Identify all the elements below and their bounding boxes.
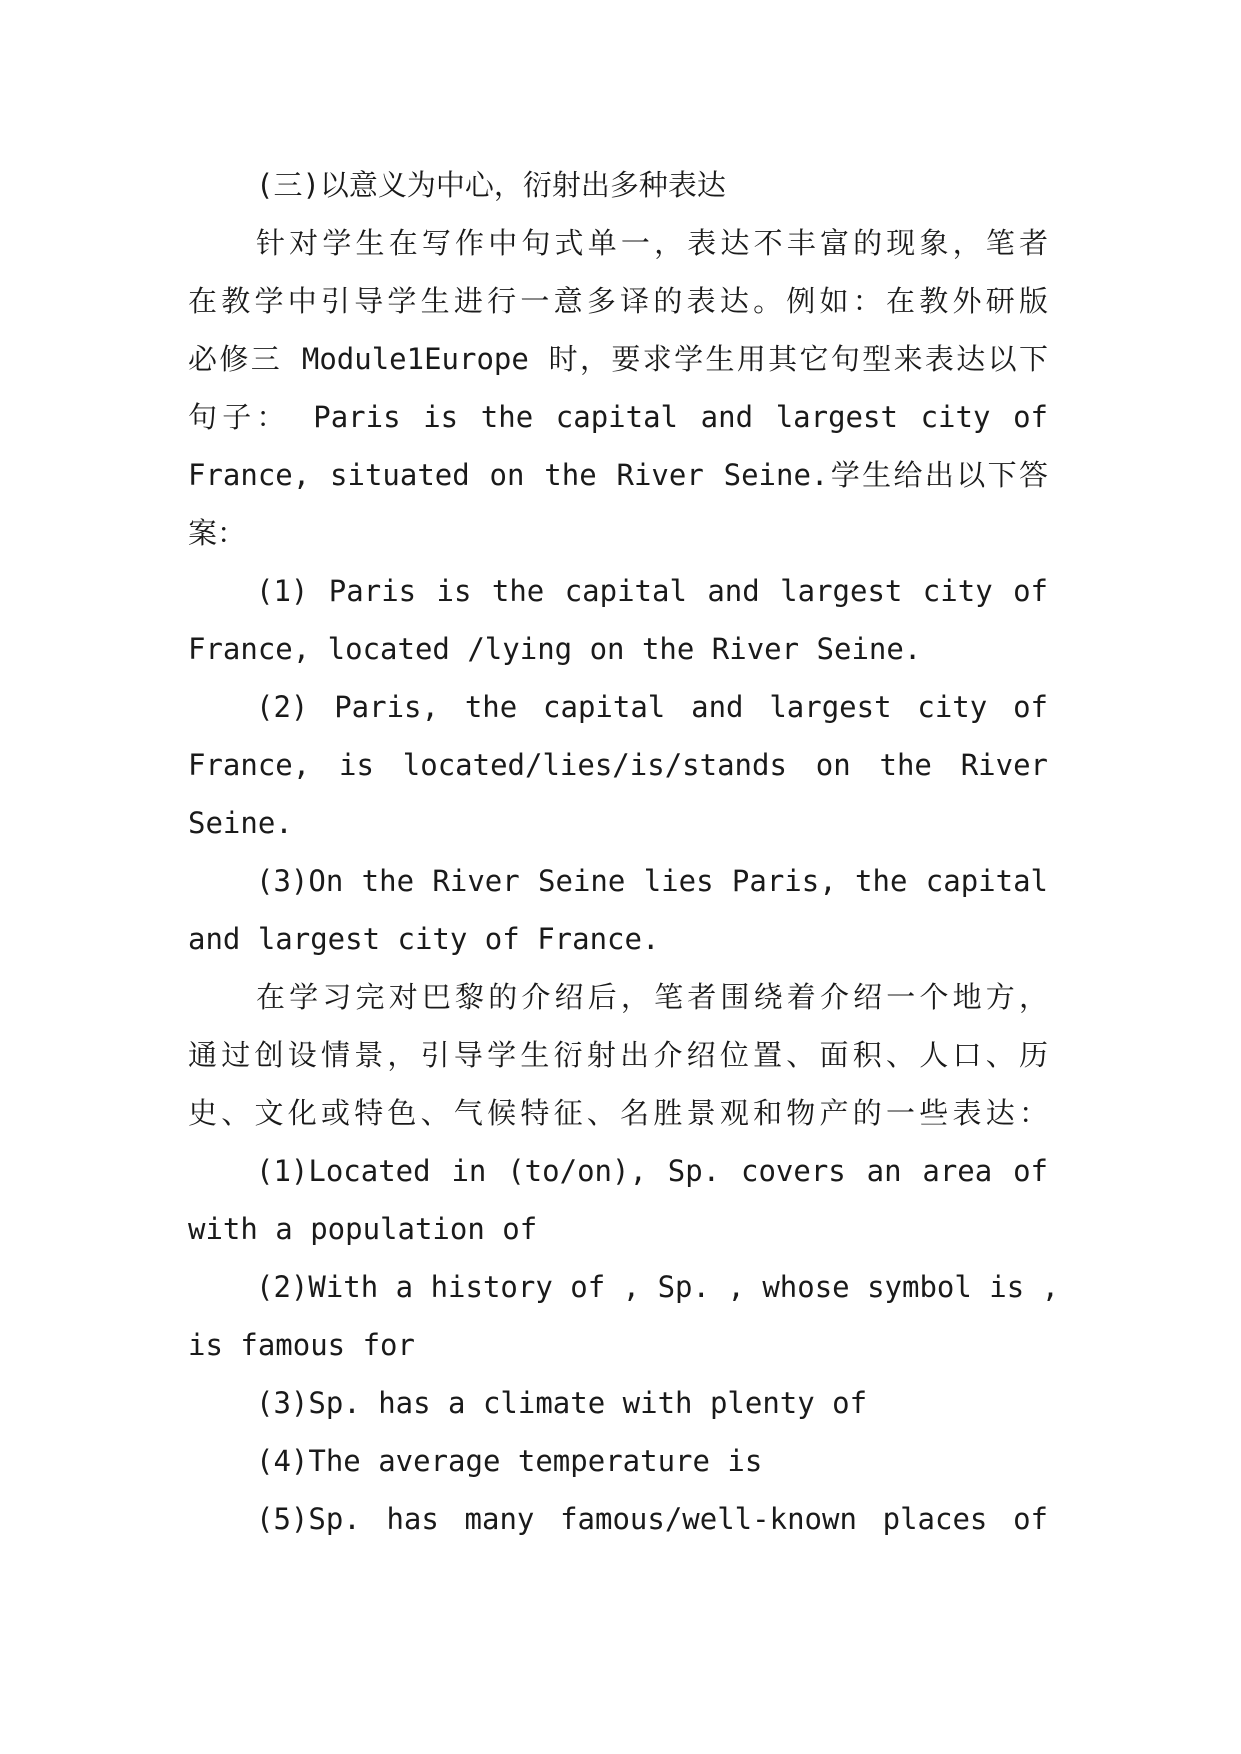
paragraph-line: 通过创设情景，引导学生衍射出介绍位置、面积、人口、历 bbox=[188, 1038, 1048, 1072]
answer-item-continued: France, located /lying on the River Seine. bbox=[188, 632, 922, 666]
expression-item: (1)Located in (to/on), Sp. covers an area of bbox=[256, 1154, 1048, 1188]
expression-item: (4)The average temperature is bbox=[256, 1444, 763, 1478]
paragraph-line: 在教学中引导学生进行一意多译的表达。例如：在教外研版 bbox=[188, 284, 1048, 318]
paragraph-line: France, situated on the River Seine.学生给出以下答 bbox=[188, 458, 1048, 492]
paragraph-line: 必修三 Module1Europe 时，要求学生用其它句型来表达以下 bbox=[188, 342, 1048, 376]
paragraph-line: 史、文化或特色、气候特征、名胜景观和物产的一些表达： bbox=[188, 1096, 1048, 1130]
answer-item-continued: France, is located/lies/is/stands on the River bbox=[188, 748, 1048, 782]
expression-item-continued: with a population of bbox=[188, 1212, 538, 1246]
answer-item-continued: and largest city of France. bbox=[188, 922, 660, 956]
expression-item: (5)Sp. has many famous/well-known places of bbox=[256, 1502, 1048, 1536]
expression-item: (2)With a history of , Sp. , whose symbol is , bbox=[256, 1270, 1060, 1304]
answer-item: (3)On the River Seine lies Paris, the capital bbox=[256, 864, 1048, 898]
paragraph-line: 在学习完对巴黎的介绍后，笔者围绕着介绍一个地方， bbox=[256, 980, 1048, 1014]
paragraph-line: 针对学生在写作中句式单一，表达不丰富的现象，笔者 bbox=[256, 226, 1048, 260]
paragraph-line: 案： bbox=[188, 516, 247, 550]
answer-item: (1) Paris is the capital and largest city of bbox=[256, 574, 1048, 608]
expression-item: (3)Sp. has a climate with plenty of bbox=[256, 1386, 868, 1420]
answer-item-continued: Seine. bbox=[188, 806, 293, 840]
paragraph-line: 句子： Paris is the capital and largest city of bbox=[188, 400, 1048, 434]
expression-item-continued: is famous for bbox=[188, 1328, 415, 1362]
section-heading: (三)以意义为中心，衍射出多种表达 bbox=[256, 168, 726, 202]
answer-item: (2) Paris, the capital and largest city of bbox=[256, 690, 1048, 724]
